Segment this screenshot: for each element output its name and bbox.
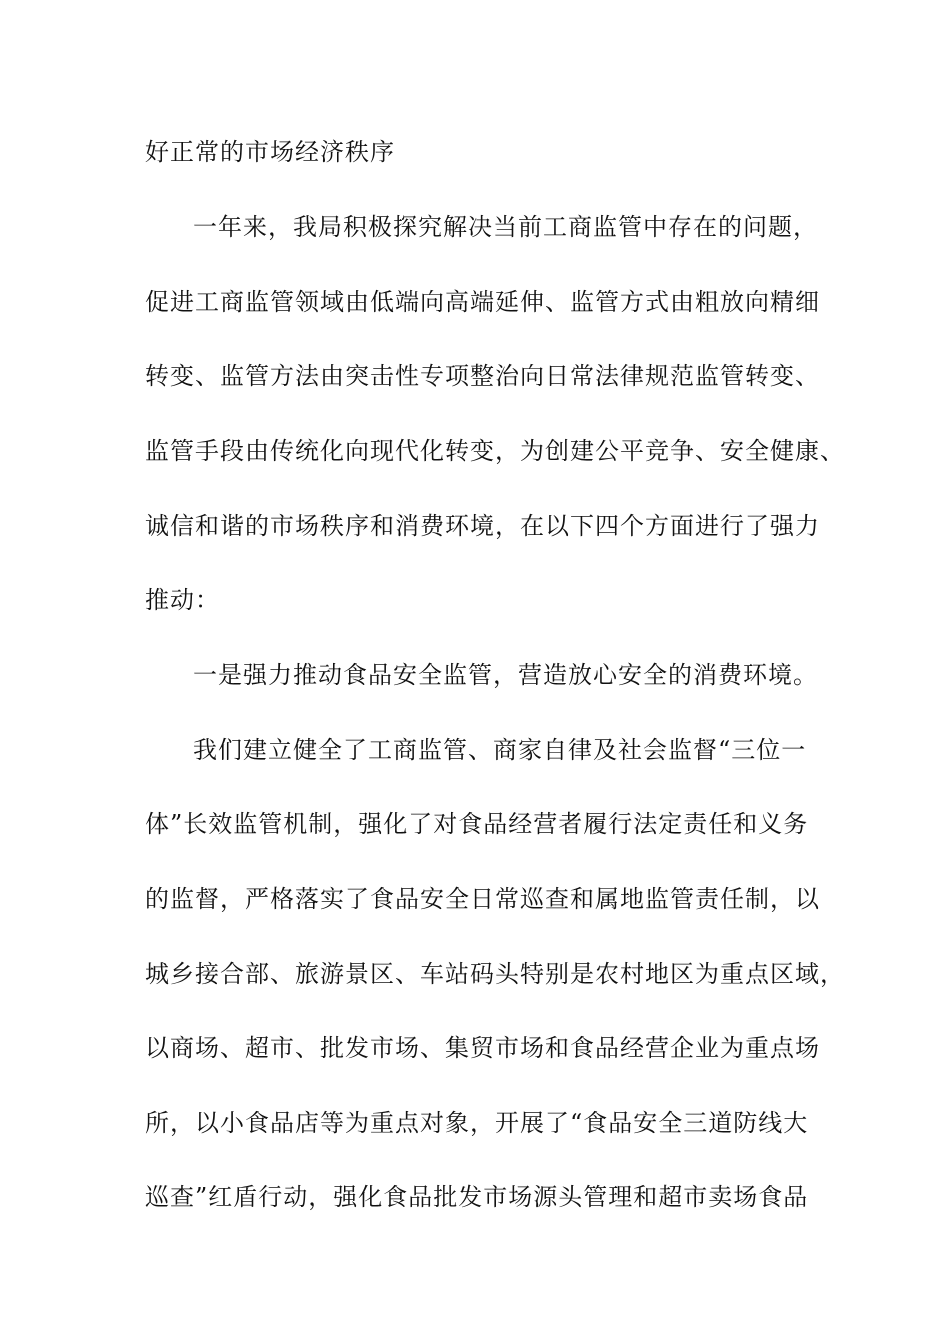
- text-line: 诚信和谐的市场秩序和消费环境，在以下四个方面进行了强力: [145, 512, 820, 540]
- text-line: 促进工商监管领域由低端向高端延伸、监管方式由粗放向精细: [145, 288, 820, 316]
- text-line: 监管手段由传统化向现代化转变，为创建公平竞争、安全健康、: [145, 437, 845, 465]
- paragraph-first-line: 一年来，我局积极探究解决当前工商监管中存在的问题，: [193, 213, 818, 241]
- text-line: 城乡接合部、旅游景区、车站码头特别是农村地区为重点区域，: [145, 960, 845, 988]
- text-line: 巡查”红盾行动，强化食品批发市场源头管理和超市卖场食品: [145, 1183, 809, 1211]
- text-line: 推动：: [145, 586, 220, 614]
- text-line: 好正常的市场经济秩序: [145, 138, 395, 166]
- paragraph-first-line: 一是强力推动食品安全监管，营造放心安全的消费环境。: [193, 661, 818, 689]
- text-line: 体”长效监管机制，强化了对食品经营者履行法定责任和义务: [145, 810, 809, 838]
- paragraph-first-line: 我们建立健全了工商监管、商家自律及社会监督“三位一: [193, 736, 807, 764]
- text-line: 的监督，严格落实了食品安全日常巡查和属地监管责任制，以: [145, 885, 820, 913]
- text-line: 转变、监管方法由突击性专项整治向日常法律规范监管转变、: [145, 362, 820, 390]
- text-line: 以商场、超市、批发市场、集贸市场和食品经营企业为重点场: [145, 1034, 820, 1062]
- text-line: 所，以小食品店等为重点对象，开展了“食品安全三道防线大: [145, 1109, 809, 1137]
